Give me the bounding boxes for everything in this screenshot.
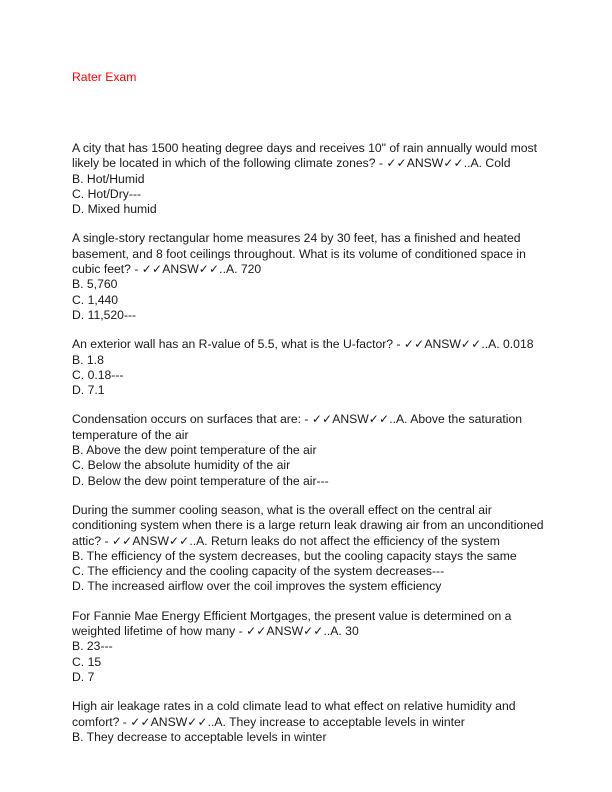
answer-option: B. The efficiency of the system decreases, but the cooling capacity stays the same <box>72 548 517 563</box>
answer-option: D. The increased airflow over the coil improves the system efficiency <box>72 579 442 594</box>
question-text: conditioning system when there is a large return leak drawing air from an unconditioned <box>72 518 544 533</box>
question-text: An exterior wall has an R-value of 5.5, what is the U-factor? - ✓✓ANSW✓✓..A. 0.018 <box>72 337 534 352</box>
answer-option: D. 7.1 <box>72 383 105 398</box>
question-text: weighted lifetime of how many - ✓✓ANSW✓✓..A. 30 <box>72 624 359 639</box>
question-5 <box>72 503 542 595</box>
answer-option: B. Hot/Humid <box>72 171 145 186</box>
question-text: A city that has 1500 heating degree days and receives 10" of rain annually would most <box>72 141 538 155</box>
answer-option: C. 1,440 <box>72 292 119 307</box>
question-1 <box>72 141 542 217</box>
question-text: attic? - ✓✓ANSW✓✓..A. Return leaks do not affect the efficiency of the system <box>72 533 500 548</box>
question-text: A single-story rectangular home measures 24 by 30 feet, has a finished and heated <box>72 231 521 246</box>
question-text: cubic feet? - ✓✓ANSW✓✓..A. 720 <box>72 262 262 277</box>
document-title: Rater Exam <box>72 70 137 84</box>
question-text: likely be located in which of the following climate zones? - ✓✓ANSW✓✓..A. Cold <box>72 156 511 171</box>
answer-option: B. 23--- <box>72 639 113 654</box>
answer-option: D. Below the dew point temperature of the air--- <box>72 473 329 488</box>
answer-option: C. 0.18--- <box>72 367 124 382</box>
question-text: temperature of the air <box>72 427 189 442</box>
question-4 <box>72 412 542 488</box>
question-2 <box>72 231 542 323</box>
question-6 <box>72 609 542 685</box>
question-text: For Fannie Mae Energy Efficient Mortgages, the present value is determined on a <box>72 608 512 623</box>
answer-option: D. 11,520--- <box>72 307 137 322</box>
question-text: comfort? - ✓✓ANSW✓✓..A. They increase to acceptable levels in winter <box>72 714 465 729</box>
answer-option: B. 1.8 <box>72 352 104 367</box>
answer-option: B. Above the dew point temperature of the air <box>72 443 317 458</box>
answer-option: C. 15 <box>72 654 102 669</box>
answer-option: C. Below the absolute humidity of the air <box>72 458 291 473</box>
question-3 <box>72 337 542 398</box>
question-7 <box>72 699 542 745</box>
answer-option: B. They decrease to acceptable levels in winter <box>72 729 327 744</box>
question-text: Condensation occurs on surfaces that are: - ✓✓ANSW✓✓..A. Above the saturation <box>72 412 523 427</box>
question-list <box>72 141 542 759</box>
question-text: basement, and 8 foot ceilings throughout. What is its volume of conditioned space in <box>72 246 526 261</box>
answer-option: D. Mixed humid <box>72 202 157 217</box>
answer-option: C. The efficiency and the cooling capacity of the system decreases--- <box>72 564 445 579</box>
question-text: During the summer cooling season, what is the overall effect on the central air <box>72 502 492 517</box>
answer-option: C. Hot/Dry--- <box>72 186 142 201</box>
answer-option: B. 5,760 <box>72 277 118 292</box>
answer-option: D. 7 <box>72 669 95 684</box>
question-text: High air leakage rates in a cold climate lead to what effect on relative humidity and <box>72 699 516 714</box>
